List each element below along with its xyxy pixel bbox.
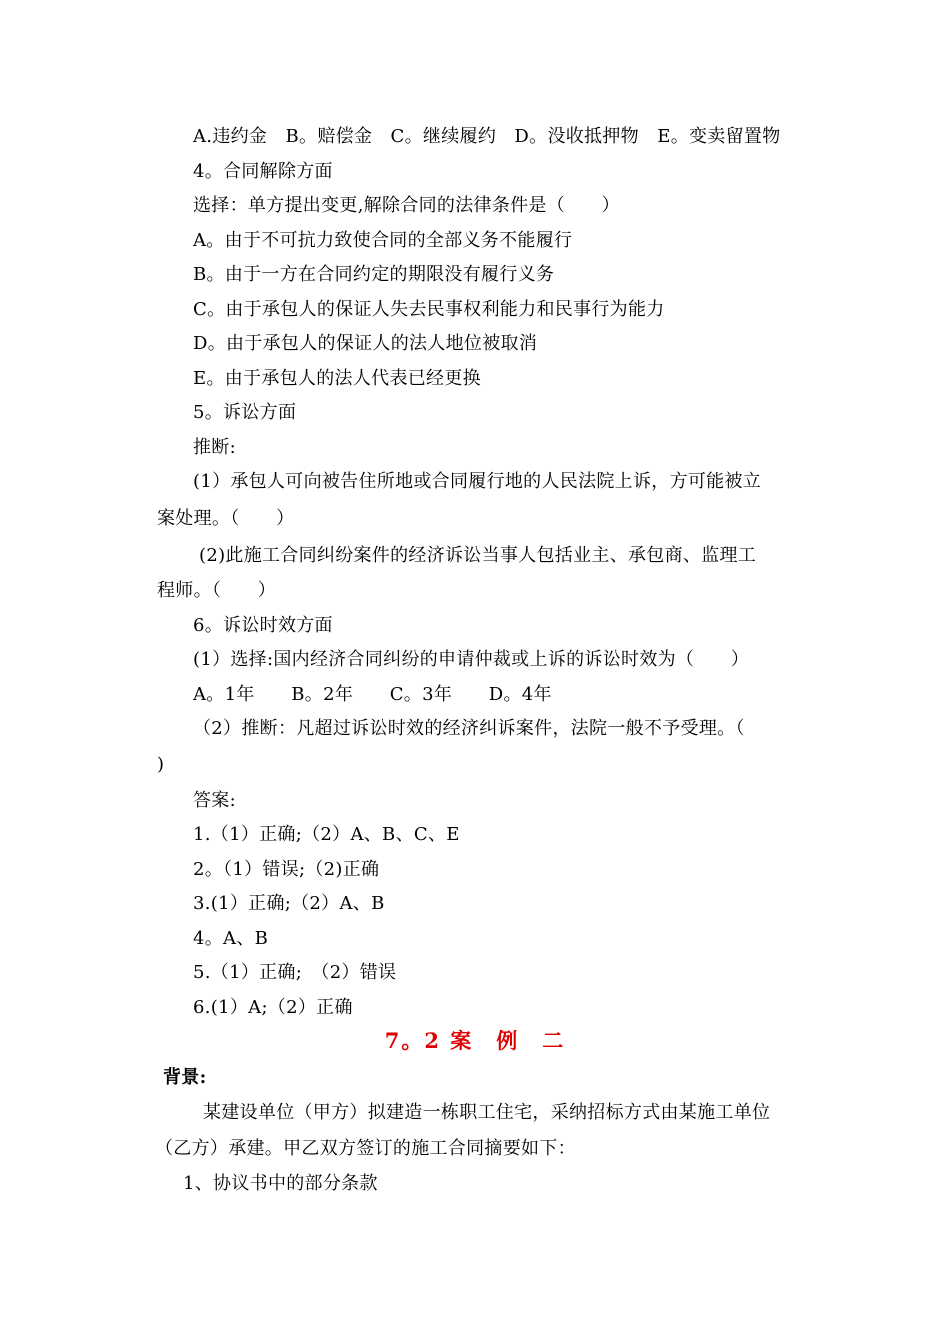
answer-line: 3.(1）正确;（2）A、B: [193, 893, 385, 914]
option-text: B。由于一方在合同约定的期限没有履行义务: [193, 264, 555, 285]
background-label: 背景:: [163, 1067, 207, 1088]
option-text: D。由于承包人的保证人的法人地位被取消: [193, 333, 538, 354]
question-text: ): [157, 754, 165, 775]
option-text: C。由于承包人的保证人失去民事权利能力和民事行为能力: [193, 299, 665, 320]
answer-line: 5.（1）正确; （2）错误: [193, 962, 397, 983]
answer-line: 4。A、B: [193, 928, 269, 949]
question-text: （2）推断：凡超过诉讼时效的经济纠诉案件，法院一般不予受理。（: [193, 718, 745, 739]
option-text: A。1年 B。2年 C。3年 D。4年: [193, 684, 552, 705]
answer-line: 6.(1）A;（2）正确: [193, 997, 353, 1018]
section-heading: 6。诉讼时效方面: [193, 615, 333, 636]
text-line: A.违约金 B。赔偿金 C。继续履约 D。没收抵押物 E。变卖留置物: [193, 126, 781, 147]
paragraph-text: （乙方）承建。甲乙双方签订的施工合同摘要如下：: [155, 1138, 576, 1159]
option-text: E。由于承包人的法人代表已经更换: [193, 368, 481, 389]
question-text: (2)此施工合同纠纷案件的经济诉讼当事人包括业主、承包商、监理工: [199, 545, 757, 566]
answer-label: 答案:: [193, 790, 236, 811]
section-heading: 5。诉讼方面: [193, 402, 297, 423]
paragraph-text: 某建设单位（甲方）拟建造一栋职工住宅，采纳招标方式由某施工单位: [203, 1102, 771, 1123]
section-heading: 4。合同解除方面: [193, 161, 333, 182]
option-text: A。由于不可抗力致使合同的全部义务不能履行: [193, 230, 573, 251]
answer-line: 1.（1）正确;（2）A、B、C、E: [193, 824, 460, 845]
paragraph-text: 1、协议书中的部分条款: [183, 1173, 378, 1194]
question-label: 推断:: [193, 437, 236, 458]
question-text: 选择：单方提出变更,解除合同的法律条件是（ ）: [193, 195, 620, 216]
case-heading: 7。2 案 例 二: [384, 1028, 566, 1053]
question-text: 程师。（ ）: [157, 580, 277, 601]
answer-line: 2。（1）错误;（2)正确: [193, 859, 380, 880]
question-text: (1）选择:国内经济合同纠纷的申请仲裁或上诉的诉讼时效为（ ）: [193, 649, 750, 670]
question-text: (1）承包人可向被告住所地或合同履行地的人民法院上诉，方可能被立: [193, 471, 762, 492]
question-text: 案处理。（ ）: [157, 508, 295, 529]
